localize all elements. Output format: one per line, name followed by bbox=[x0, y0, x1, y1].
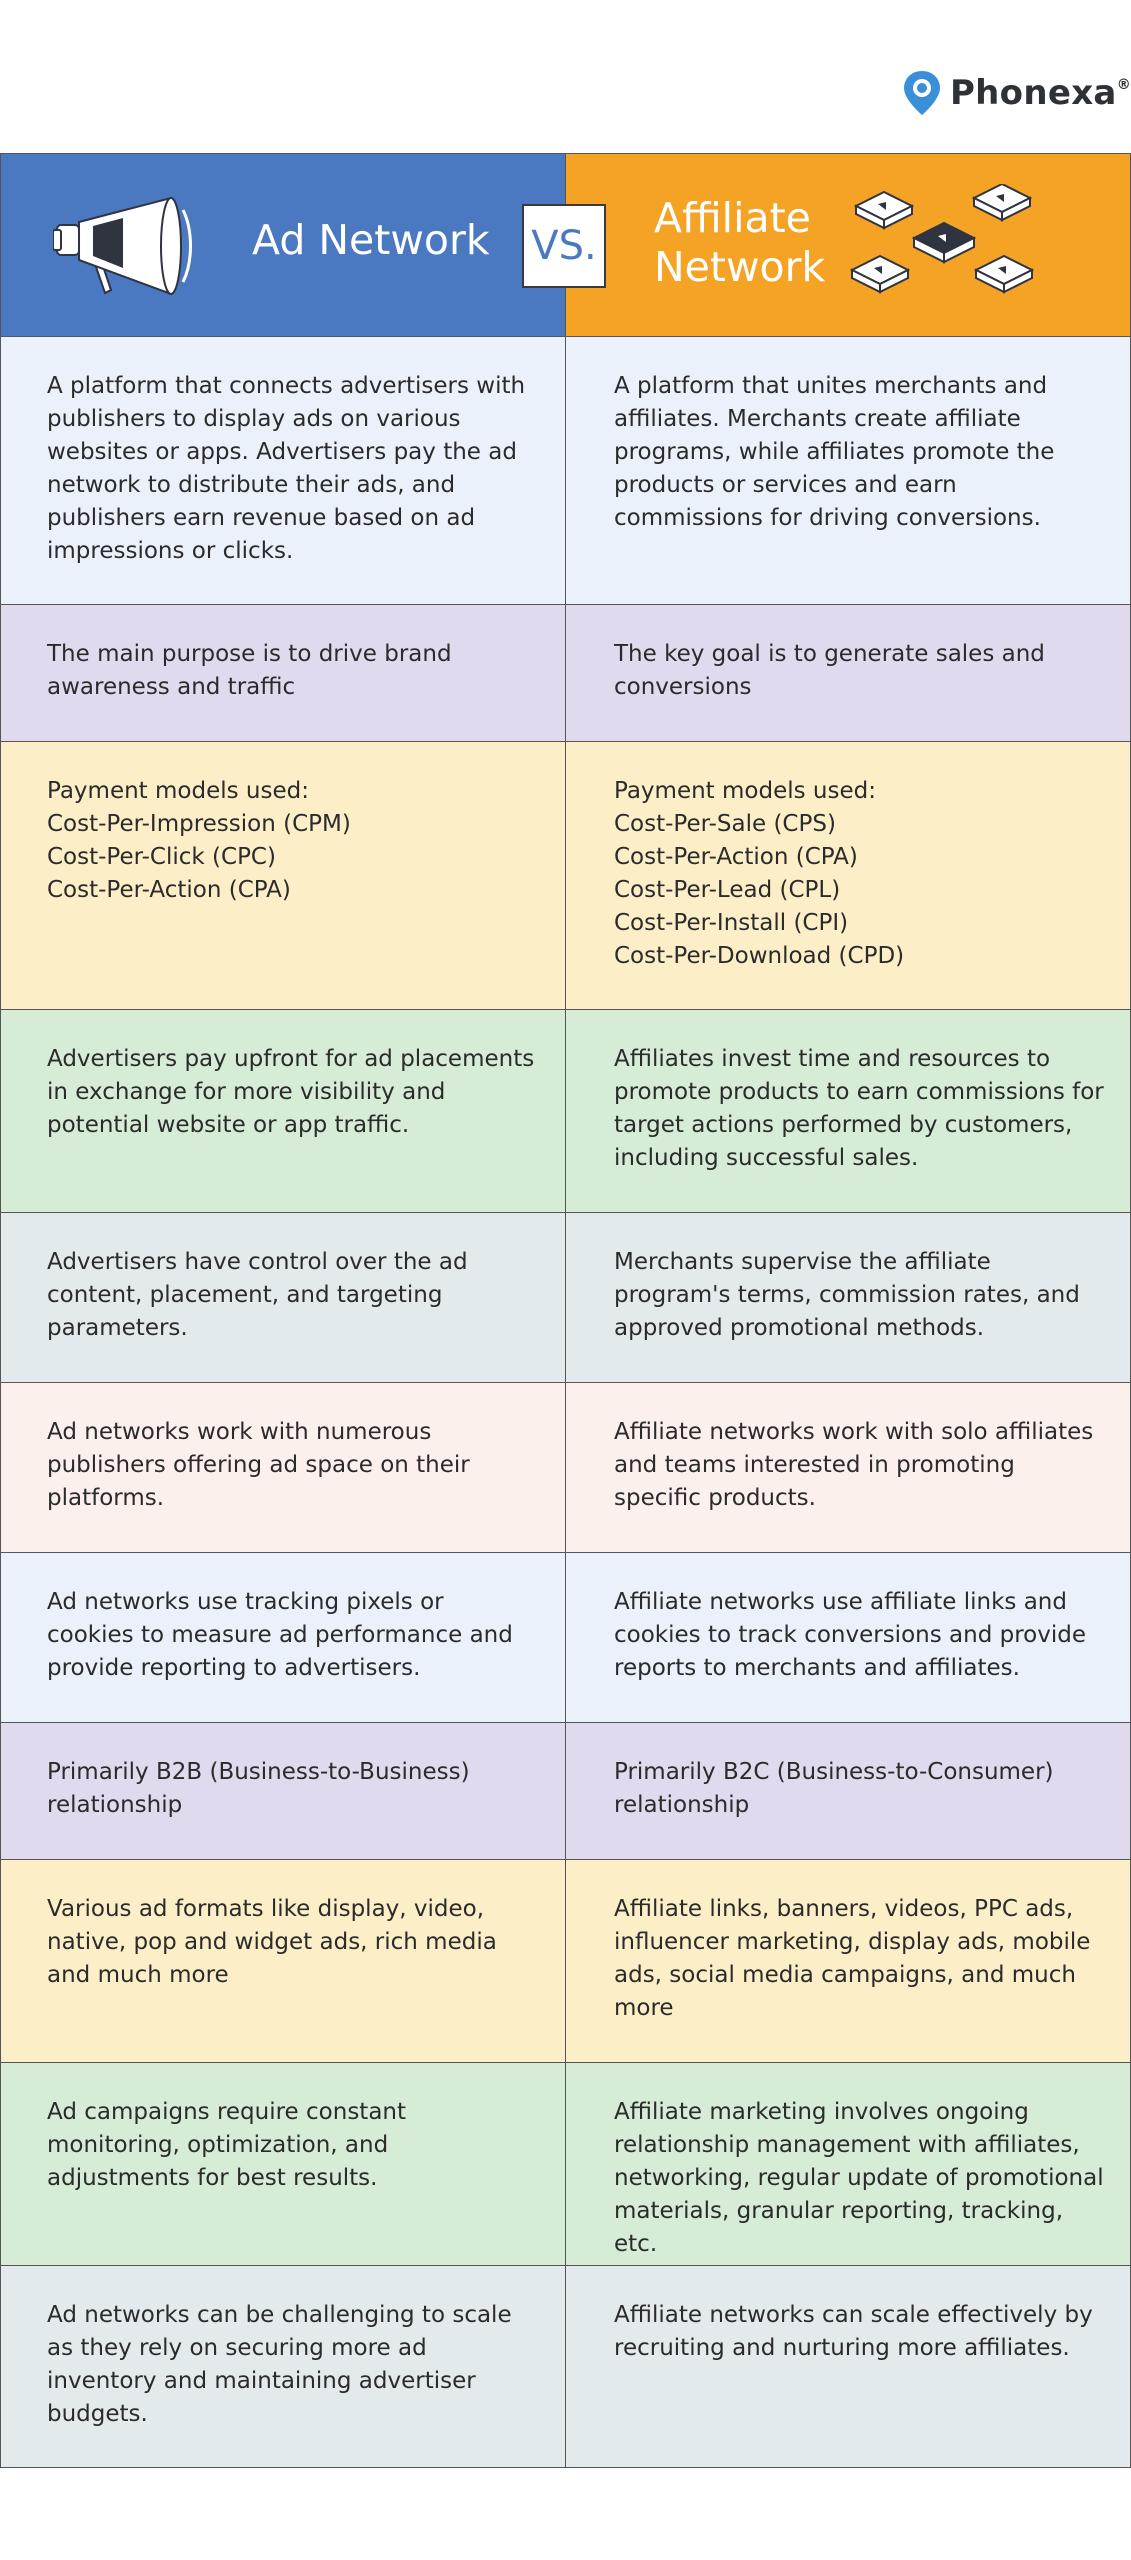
table-row bbox=[1, 1213, 1130, 1383]
comparison-table bbox=[0, 153, 1131, 2468]
table-row bbox=[1, 1553, 1130, 1723]
phonexa-logo[interactable] bbox=[902, 68, 1131, 118]
ad-network-cell: Ad networks use tracking pixels or cookies to measure ad performance and provide reporting to advertisers. bbox=[1, 1553, 566, 1722]
affiliate-network-cell: A platform that unites merchants and affiliates. Merchants create affiliate programs, while affiliates promote the products or services and earn commissions for driving conversions. bbox=[614, 373, 1055, 531]
logo-wordmark: Phonexa® bbox=[949, 73, 1131, 113]
location-pin-icon bbox=[902, 69, 942, 117]
affiliate-network-title: Affiliate Network bbox=[654, 194, 826, 291]
affiliate-network-cell: Affiliate networks use affiliate links and cookies to track conversions and provide reports to merchants and affiliates. bbox=[614, 1589, 1086, 1681]
ad-network-cell: Various ad formats like display, video, native, pop and widget ads, rich media and much more bbox=[1, 1860, 566, 2062]
ad-network-title: Ad Network bbox=[252, 216, 490, 264]
ad-network-cell: Ad networks work with numerous publishers offering ad space on their platforms. bbox=[1, 1383, 566, 1552]
top-bar bbox=[0, 0, 1131, 153]
ad-network-header bbox=[1, 154, 566, 336]
megaphone-icon bbox=[53, 190, 213, 308]
table-row bbox=[1, 742, 1130, 1010]
affiliate-network-cell: Affiliate marketing involves ongoing relationship management with affiliates, networking, regular update of promotional materials, granular reporting, tracking, etc. bbox=[614, 2099, 1104, 2257]
ad-network-cell: A platform that connects advertisers with publishers to display ads on various websites or apps. Advertisers pay the ad network to distribute their ads, and publishers earn revenue based on ad impressions or clicks. bbox=[1, 337, 566, 604]
ad-network-cell: Payment models used: Cost-Per-Impression (CPM) Cost-Per-Click (CPC) Cost-Per-Action (CPA) bbox=[1, 742, 566, 1009]
table-row bbox=[1, 1383, 1130, 1553]
table-row bbox=[1, 1723, 1130, 1860]
affiliate-network-cell: Merchants supervise the affiliate program's terms, commission rates, and approved promotional methods. bbox=[614, 1249, 1080, 1341]
table-row bbox=[1, 1010, 1130, 1213]
affiliate-network-header bbox=[566, 154, 1130, 336]
ad-network-cell: The main purpose is to drive brand awareness and traffic bbox=[1, 605, 566, 741]
affiliate-network-cell: Affiliate links, banners, videos, PPC ads, influencer marketing, display ads, mobile ads, social media campaigns, and much more bbox=[614, 1896, 1091, 2021]
ad-network-cell: Ad networks can be challenging to scale as they rely on securing more ad inventory and maintaining advertiser budgets. bbox=[1, 2266, 566, 2467]
affiliate-network-cell: Affiliate networks work with solo affiliates and teams interested in promoting specific products. bbox=[614, 1419, 1094, 1511]
table-row bbox=[1, 2063, 1130, 2266]
table-row bbox=[1, 337, 1130, 605]
affiliate-network-cell: Primarily B2C (Business-to-Consumer) relationship bbox=[614, 1759, 1054, 1818]
vs-badge: VS. bbox=[522, 204, 606, 288]
table-row bbox=[1, 1860, 1130, 2063]
ad-network-cell: Advertisers pay upfront for ad placements in exchange for more visibility and potential website or app traffic. bbox=[1, 1010, 566, 1212]
table-row bbox=[1, 2266, 1130, 2467]
affiliate-network-cell: Affiliates invest time and resources to promote products to earn commissions for target actions performed by customers, including successful sales. bbox=[614, 1046, 1104, 1171]
table-header bbox=[1, 154, 1130, 337]
network-boxes-icon bbox=[850, 184, 1050, 312]
affiliate-network-cell: The key goal is to generate sales and conversions bbox=[614, 641, 1045, 700]
table-row bbox=[1, 605, 1130, 742]
affiliate-network-cell: Affiliate networks can scale effectively by recruiting and nurturing more affiliates. bbox=[614, 2302, 1093, 2361]
ad-network-cell: Ad campaigns require constant monitoring, optimization, and adjustments for best results. bbox=[1, 2063, 566, 2265]
affiliate-network-cell: Payment models used: Cost-Per-Sale (CPS) Cost-Per-Action (CPA) Cost-Per-Lead (CPL) Cost-Per-Install (CPI) Cost-Per-Download (CPD) bbox=[614, 778, 905, 969]
ad-network-cell: Advertisers have control over the ad content, placement, and targeting parameters. bbox=[1, 1213, 566, 1382]
ad-network-cell: Primarily B2B (Business-to-Business) relationship bbox=[1, 1723, 566, 1859]
